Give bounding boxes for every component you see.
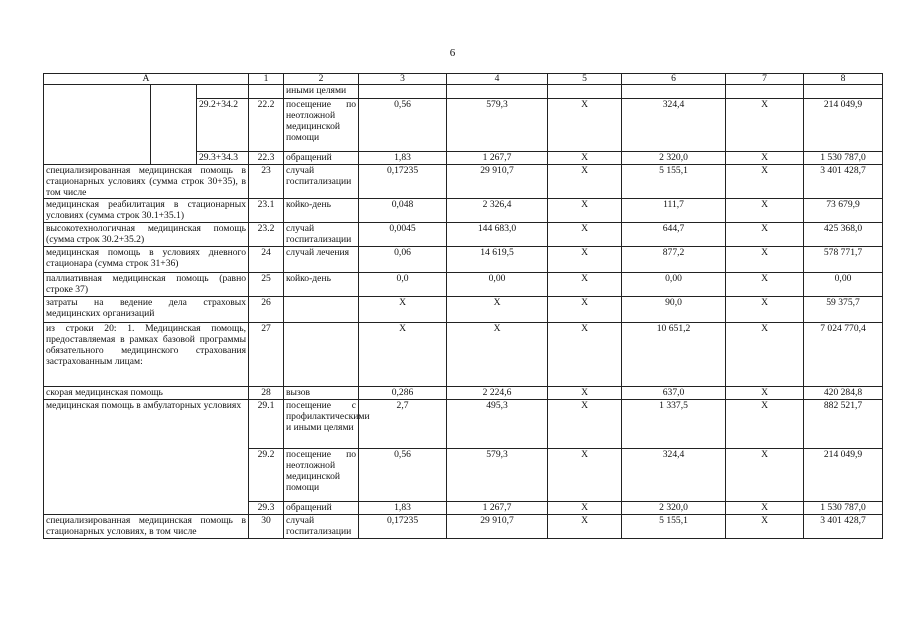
value-cell: 495,3: [447, 400, 548, 449]
row-label-cell: затраты на ведение дела страховых медицинских организаций: [44, 297, 249, 323]
value-cell: Х: [548, 152, 622, 165]
row-label-cell: высокотехнологичная медицинская помощь (сумма строк 30.2+35.2): [44, 223, 249, 247]
value-cell: 1 337,5: [622, 400, 726, 449]
value-cell: 2 326,4: [447, 199, 548, 223]
value-cell: Х: [548, 502, 622, 515]
unit-cell: посещение с профилактическими и иными целями: [284, 400, 359, 449]
header-cell: 5: [548, 74, 622, 85]
value-cell: Х: [726, 247, 804, 273]
value-cell: 425 368,0: [804, 223, 883, 247]
value-cell: 214 049,9: [804, 449, 883, 502]
value-cell: Х: [359, 297, 447, 323]
row-label-cell: специализированная медицинская помощь в стационарных условиях, в том числе: [44, 515, 249, 539]
value-cell: Х: [726, 502, 804, 515]
row-number-cell: 25: [249, 273, 284, 297]
value-cell: 0,56: [359, 449, 447, 502]
row-label-cell: медицинская реабилитация в стационарных условиях (сумма строк 30.1+35.1): [44, 199, 249, 223]
value-cell: Х: [726, 515, 804, 539]
value-cell: Х: [726, 223, 804, 247]
row-number-cell: 29.3: [249, 502, 284, 515]
value-cell: 1 267,7: [447, 152, 548, 165]
row-label-cell: медицинская помощь в условиях дневного стационара (сумма строк 31+36): [44, 247, 249, 273]
value-cell: 10 651,2: [622, 323, 726, 387]
value-cell: 1 267,7: [447, 502, 548, 515]
table-row: [44, 247, 883, 273]
unit-cell: обращений: [284, 502, 359, 515]
value-cell: 0,286: [359, 387, 447, 400]
row-number-cell: 28: [249, 387, 284, 400]
unit-cell: случай госпитализации: [284, 165, 359, 199]
value-cell: 14 619,5: [447, 247, 548, 273]
value-cell: [548, 85, 622, 99]
value-cell: 420 284,8: [804, 387, 883, 400]
value-cell: Х: [548, 273, 622, 297]
table-row: [44, 199, 883, 223]
value-cell: 324,4: [622, 449, 726, 502]
value-cell: Х: [359, 323, 447, 387]
value-cell: [359, 85, 447, 99]
value-cell: 5 155,1: [622, 515, 726, 539]
header-cell: 2: [284, 74, 359, 85]
unit-cell: [284, 297, 359, 323]
unit-cell: посещение по неотложной медицинской помощи: [284, 99, 359, 152]
value-cell: Х: [548, 449, 622, 502]
unit-cell: посещение по неотложной медицинской помощи: [284, 449, 359, 502]
value-cell: Х: [726, 199, 804, 223]
unit-cell: койко-день: [284, 199, 359, 223]
value-cell: 3 401 428,7: [804, 515, 883, 539]
value-cell: 324,4: [622, 99, 726, 152]
value-cell: 0,17235: [359, 515, 447, 539]
value-cell: 7 024 770,4: [804, 323, 883, 387]
header-cell: А: [44, 74, 249, 85]
value-cell: 73 679,9: [804, 199, 883, 223]
value-cell: Х: [548, 323, 622, 387]
table-header-row: [44, 74, 883, 85]
value-cell: 644,7: [622, 223, 726, 247]
table-row: [44, 165, 883, 199]
value-cell: 1,83: [359, 502, 447, 515]
value-cell: 578 771,7: [804, 247, 883, 273]
value-cell: Х: [447, 323, 548, 387]
value-cell: 2,7: [359, 400, 447, 449]
unit-cell: иными целями: [284, 85, 359, 99]
ref-cell: 29.2+34.2: [197, 99, 249, 152]
value-cell: 59 375,7: [804, 297, 883, 323]
value-cell: 90,0: [622, 297, 726, 323]
value-cell: Х: [726, 387, 804, 400]
value-cell: Х: [726, 400, 804, 449]
value-cell: 214 049,9: [804, 99, 883, 152]
value-cell: 877,2: [622, 247, 726, 273]
value-cell: 29 910,7: [447, 165, 548, 199]
value-cell: 144 683,0: [447, 223, 548, 247]
row-number-cell: 23.2: [249, 223, 284, 247]
table-row: [44, 387, 883, 400]
table-row: [44, 323, 883, 387]
row-number-cell: 29.2: [249, 449, 284, 502]
value-cell: 0,0: [359, 273, 447, 297]
table-row: [44, 85, 883, 99]
value-cell: Х: [548, 247, 622, 273]
row-number-cell: 23: [249, 165, 284, 199]
unit-cell: случай лечения: [284, 247, 359, 273]
row-label-cell: паллиативная медицинская помощь (равно строке 37): [44, 273, 249, 297]
value-cell: 0,00: [804, 273, 883, 297]
value-cell: 1 530 787,0: [804, 502, 883, 515]
value-cell: 3 401 428,7: [804, 165, 883, 199]
value-cell: 2 224,6: [447, 387, 548, 400]
value-cell: 579,3: [447, 449, 548, 502]
value-cell: 1,83: [359, 152, 447, 165]
value-cell: Х: [726, 165, 804, 199]
value-cell: 579,3: [447, 99, 548, 152]
value-cell: 882 521,7: [804, 400, 883, 449]
page-number: 6: [449, 47, 456, 59]
row-number-cell: 30: [249, 515, 284, 539]
row-label-cell: медицинская помощь в амбулаторных условиях: [44, 400, 249, 515]
value-cell: Х: [726, 273, 804, 297]
value-cell: 0,06: [359, 247, 447, 273]
value-cell: Х: [548, 165, 622, 199]
data-table: [43, 73, 883, 539]
value-cell: 0,56: [359, 99, 447, 152]
row-number-cell: 27: [249, 323, 284, 387]
row-number-cell: 26: [249, 297, 284, 323]
row-label-cell: [44, 85, 151, 165]
header-cell: 7: [726, 74, 804, 85]
value-cell: 0,0045: [359, 223, 447, 247]
header-cell: 8: [804, 74, 883, 85]
row-number-cell: 23.1: [249, 199, 284, 223]
row-number-cell: 22.2: [249, 99, 284, 152]
value-cell: Х: [726, 449, 804, 502]
row-label-cell: специализированная медицинская помощь в стационарных условиях (сумма строк 30+35), в том числе: [44, 165, 249, 199]
value-cell: 5 155,1: [622, 165, 726, 199]
value-cell: 0,00: [622, 273, 726, 297]
table-row: [44, 400, 883, 449]
value-cell: Х: [548, 387, 622, 400]
value-cell: Х: [548, 400, 622, 449]
table-row: [44, 515, 883, 539]
unit-cell: вызов: [284, 387, 359, 400]
header-cell: 6: [622, 74, 726, 85]
unit-cell: случай госпитализации: [284, 515, 359, 539]
row-number-cell: 24: [249, 247, 284, 273]
table-row: [44, 223, 883, 247]
value-cell: 0,17235: [359, 165, 447, 199]
value-cell: 2 320,0: [622, 502, 726, 515]
unit-cell: случай госпитализации: [284, 223, 359, 247]
value-cell: [622, 85, 726, 99]
header-cell: 4: [447, 74, 548, 85]
unit-cell: обращений: [284, 152, 359, 165]
value-cell: 637,0: [622, 387, 726, 400]
row-label-cell: [151, 85, 197, 165]
unit-cell: койко-день: [284, 273, 359, 297]
value-cell: 2 320,0: [622, 152, 726, 165]
value-cell: Х: [447, 297, 548, 323]
value-cell: [804, 85, 883, 99]
row-number-cell: 22.3: [249, 152, 284, 165]
value-cell: Х: [548, 99, 622, 152]
unit-cell: [284, 323, 359, 387]
value-cell: Х: [726, 297, 804, 323]
table-row: [44, 297, 883, 323]
value-cell: 0,048: [359, 199, 447, 223]
row-label-cell: из строки 20: 1. Медицинская помощь, предоставляемая в рамках базовой программы обязательного медицинского страхования застрахованным лицам:: [44, 323, 249, 387]
ref-cell: 29.3+34.3: [197, 152, 249, 165]
value-cell: Х: [726, 323, 804, 387]
value-cell: Х: [548, 515, 622, 539]
value-cell: 29 910,7: [447, 515, 548, 539]
row-number-cell: [249, 85, 284, 99]
header-cell: 1: [249, 74, 284, 85]
value-cell: Х: [548, 297, 622, 323]
value-cell: [447, 85, 548, 99]
table-row: [44, 273, 883, 297]
value-cell: Х: [726, 152, 804, 165]
row-number-cell: 29.1: [249, 400, 284, 449]
value-cell: Х: [726, 99, 804, 152]
header-cell: 3: [359, 74, 447, 85]
value-cell: [726, 85, 804, 99]
value-cell: Х: [548, 223, 622, 247]
value-cell: 0,00: [447, 273, 548, 297]
ref-cell: [197, 85, 249, 99]
row-label-cell: скорая медицинская помощь: [44, 387, 249, 400]
value-cell: 1 530 787,0: [804, 152, 883, 165]
value-cell: 111,7: [622, 199, 726, 223]
value-cell: Х: [548, 199, 622, 223]
